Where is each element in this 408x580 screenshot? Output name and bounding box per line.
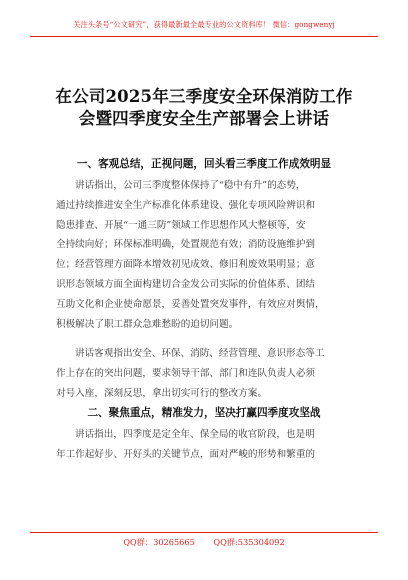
header-divider xyxy=(30,36,378,37)
paragraph-line: 作上存在的突出问题，要求领导干部、部门和连队负责人必须 xyxy=(56,367,316,379)
paragraph-line: 位；经营管理方面降本增效初见成效、修旧利废效果明显；意 xyxy=(56,259,316,271)
footer-qq-group-2: QQ群:535304092 xyxy=(213,537,285,547)
footer-qq-group-1: QQ群：30265665 xyxy=(123,537,195,547)
paragraph-line: 通过持续推进安全生产标准化体系建设、强化专项风险辨识和 xyxy=(56,199,316,211)
title-line-1: 在公司2025年三季度安全环保消防工作 xyxy=(55,87,353,106)
section-heading-1: 一、客观总结，正视问题，回头看三季度工作成效明显 xyxy=(76,158,332,170)
footer-divider xyxy=(30,532,378,533)
paragraph-line: 对号入座，深刻反思，拿出切实可行的整改方案。 xyxy=(56,387,268,399)
document-title xyxy=(30,86,378,130)
section-heading-2: 二、聚焦重点，精准发力，坚决打赢四季度攻坚战 xyxy=(87,407,321,419)
paragraph-line: 讲话客观指出安全、环保、消防、经营管理、意识形态等工 xyxy=(75,348,325,359)
header-banner: 关注头条号“公文研究”，获得最新最全最专业的公文资料库！ 微信：gongwenyj xyxy=(73,20,335,29)
paragraph-line: 积极解决了职工群众急难愁盼的迫切问题。 xyxy=(56,318,239,330)
title-line-2: 会暨四季度安全生产部署会上讲话 xyxy=(78,109,330,128)
paragraph-line: 年工作起好步、开好头的关键节点，面对严峻的形势和繁重的 xyxy=(56,448,316,460)
paragraph-line: 讲话指出，四季度是定全年、保全局的收官阶段，也是明 xyxy=(75,429,315,440)
paragraph-line: 互助文化和企业使命愿景，妥善处置突发事件，有效应对舆情， xyxy=(56,298,325,310)
paragraph-1 xyxy=(56,176,356,334)
paragraph-line: 讲话指出，公司三季度整体保持了“稳中有升”的态势， xyxy=(75,180,306,191)
paragraph-line: 全持续向好；环保标准明确，处置规范有效；消防设施维护到 xyxy=(56,239,316,251)
paragraph-line: 识形态领域方面全面构建切合金发公司实际的价值体系、团结 xyxy=(56,278,316,290)
paragraph-2 xyxy=(56,344,356,403)
paragraph-3 xyxy=(56,425,356,465)
paragraph-line: 隐患排查、开展“一通三防”领域工作思想作风大整顿等，安 xyxy=(56,219,306,231)
footer xyxy=(30,537,378,548)
